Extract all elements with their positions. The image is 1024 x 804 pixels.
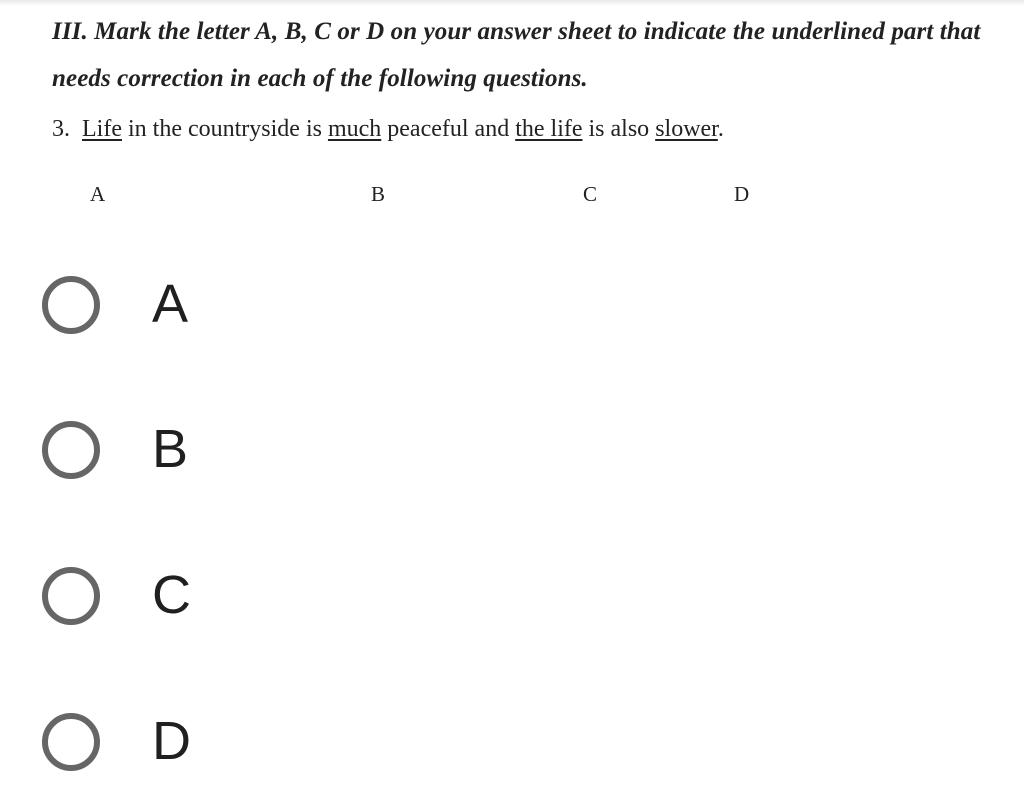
option-b[interactable] xyxy=(38,411,438,501)
option-b-label: B xyxy=(152,419,189,479)
part-letter-a: A xyxy=(90,182,106,206)
option-a-label: A xyxy=(152,274,189,334)
part-letter-d: D xyxy=(734,182,750,206)
part-letter-c: C xyxy=(583,182,598,206)
option-c-label: C xyxy=(152,565,191,625)
option-d[interactable] xyxy=(38,703,438,793)
option-c[interactable] xyxy=(38,557,438,647)
sentence-text: . xyxy=(717,116,724,142)
underlined-part-b: much xyxy=(327,116,382,142)
option-d-label: D xyxy=(152,711,191,771)
question-number: 3. xyxy=(52,116,70,142)
underlined-part-a: Life xyxy=(82,116,122,142)
underlined-part-c: the life xyxy=(515,116,583,142)
radio-button-c[interactable] xyxy=(42,567,100,625)
question-image xyxy=(0,0,1024,230)
sentence-text: is also xyxy=(582,116,656,142)
part-letter-b: B xyxy=(371,182,386,206)
sentence-text: peaceful and xyxy=(381,116,516,142)
radio-button-a[interactable] xyxy=(42,276,100,334)
radio-button-b[interactable] xyxy=(42,421,100,479)
underlined-part-d: slower xyxy=(655,116,718,142)
question-sentence xyxy=(52,116,724,143)
sentence-text: in the countryside is xyxy=(121,116,328,142)
option-a[interactable] xyxy=(38,266,438,356)
question-instruction: III. Mark the letter A, B, C or D on your answer sheet to indicate the underlined part that needs correction in each of the following questions. xyxy=(52,18,981,92)
radio-button-d[interactable] xyxy=(42,713,100,771)
